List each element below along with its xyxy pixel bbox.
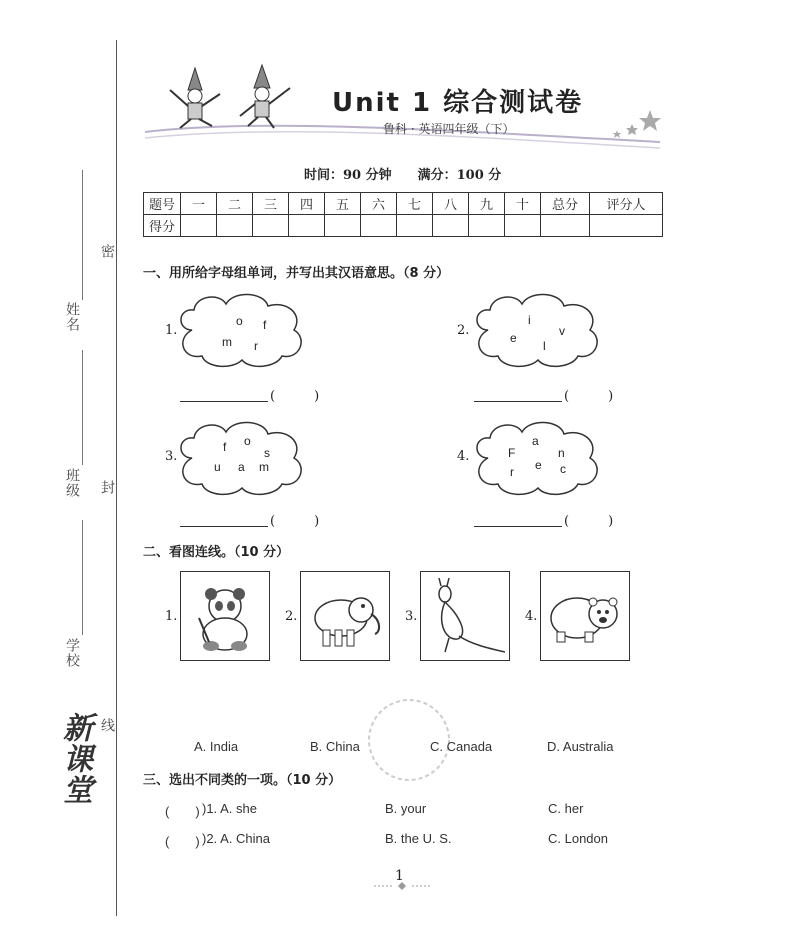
cloud-letter: m: [222, 335, 232, 349]
cloud-number: 3.: [165, 449, 178, 464]
binding-line: [116, 40, 117, 916]
score-input-cell[interactable]: [590, 215, 663, 237]
score-input-cell[interactable]: [289, 215, 325, 237]
cloud-letter: r: [254, 339, 258, 353]
score-head-cell: 二: [217, 193, 253, 215]
bear-icon: [541, 572, 629, 660]
cloud-number: 1.: [165, 323, 178, 338]
page-number: 1: [395, 868, 404, 884]
cloud-letter: a: [238, 460, 245, 474]
score-head-cell: 七: [397, 193, 433, 215]
cloud-number: 2.: [457, 323, 470, 338]
score-input-cell[interactable]: [253, 215, 289, 237]
cloud-letter: u: [214, 460, 221, 474]
section2-heading: 二、看图连线。（10 分）: [143, 545, 290, 560]
score-head-cell: 一: [181, 193, 217, 215]
question-option-a: )2. A. China: [202, 831, 270, 846]
question-paren[interactable]: ( ): [165, 804, 200, 819]
cloud-letter: f: [263, 318, 267, 332]
seal-char-feng: 封: [99, 480, 115, 495]
option-d[interactable]: D. Australia: [547, 739, 614, 754]
score-header-row: [144, 193, 663, 215]
picture-frame-2[interactable]: [300, 571, 390, 661]
question-option-b: B. your: [385, 801, 427, 816]
score-head-cell: 九: [469, 193, 505, 215]
score-input-cell[interactable]: [433, 215, 469, 237]
score-input-cell[interactable]: [361, 215, 397, 237]
page-subtitle: 鲁科 · 英语四年级（下）: [383, 122, 515, 136]
kangaroo-icon: [421, 572, 509, 660]
score-value-row: [144, 215, 663, 237]
question-option-c: C. her: [548, 801, 584, 816]
score-head-cell: 十: [505, 193, 541, 215]
score-input-cell[interactable]: [469, 215, 505, 237]
school-label: 学校: [64, 638, 80, 668]
seal-char-mi: 密: [99, 244, 115, 259]
option-b[interactable]: B. China: [310, 739, 360, 754]
name-label: 姓名: [64, 302, 80, 332]
cloud-2: [468, 290, 608, 370]
score-input-cell[interactable]: [325, 215, 361, 237]
score-input-cell[interactable]: [541, 215, 590, 237]
cloud-letter: i: [528, 313, 531, 327]
picture-frame-4[interactable]: [540, 571, 630, 661]
elephant-icon: [301, 572, 389, 660]
score-head-cell: 四: [289, 193, 325, 215]
cloud-letter: c: [560, 462, 566, 476]
cloud-letter: F: [508, 446, 516, 460]
cloud-letter: r: [510, 465, 514, 479]
cloud-letter: o: [244, 434, 251, 448]
cloud-letter: n: [558, 446, 565, 460]
option-a[interactable]: A. India: [194, 739, 239, 754]
cloud-number: 4.: [457, 449, 470, 464]
score-input-cell[interactable]: [505, 215, 541, 237]
score-row-label: 得分: [144, 215, 181, 237]
score-head-cell: 五: [325, 193, 361, 215]
picture-frame-1[interactable]: [180, 571, 270, 661]
class-write-line: [82, 350, 83, 465]
school-write-line: [82, 520, 83, 635]
answer-paren[interactable]: ( ): [270, 514, 320, 529]
cloud-letter: f: [223, 440, 227, 454]
answer-line[interactable]: [180, 526, 268, 527]
cloud-letter: o: [236, 314, 243, 328]
score-head-cell: 六: [361, 193, 397, 215]
cloud-letter: e: [510, 331, 517, 345]
score-head-cell: 总分: [541, 193, 590, 215]
page-title: Unit 1 综合测试卷: [332, 88, 584, 118]
picture-number: 2.: [285, 609, 298, 624]
score-input-cell[interactable]: [217, 215, 253, 237]
score-input-cell[interactable]: [181, 215, 217, 237]
cloud-letter: v: [559, 324, 565, 338]
option-c[interactable]: C. Canada: [430, 739, 493, 754]
answer-paren[interactable]: ( ): [564, 389, 614, 404]
cloud-letter: l: [543, 339, 546, 353]
score-head-cell: 评分人: [590, 193, 663, 215]
cloud-letter: a: [532, 434, 539, 448]
answer-line[interactable]: [474, 401, 562, 402]
answer-line[interactable]: [180, 401, 268, 402]
name-write-line: [82, 170, 83, 300]
score-head-cell: 八: [433, 193, 469, 215]
picture-frame-3[interactable]: [420, 571, 510, 661]
picture-number: 1.: [165, 609, 178, 624]
question-paren[interactable]: ( ): [165, 834, 200, 849]
score-table: [143, 192, 663, 237]
cloud-letter: e: [535, 458, 542, 472]
cloud-3: [172, 418, 312, 498]
cloud-letter: m: [259, 460, 269, 474]
answer-paren[interactable]: ( ): [270, 389, 320, 404]
class-label: 班级: [64, 468, 80, 498]
picture-number: 3.: [405, 609, 418, 624]
time-info: 时间：90 分钟 满分：100 分: [304, 168, 502, 183]
question-option-c: C. London: [548, 831, 608, 846]
answer-line[interactable]: [474, 526, 562, 527]
score-head-cell: 三: [253, 193, 289, 215]
answer-paren[interactable]: ( ): [564, 514, 614, 529]
question-option-a: )1. A. she: [202, 801, 257, 816]
picture-number: 4.: [525, 609, 538, 624]
cloud-1: [172, 290, 312, 370]
section3-heading: 三、选出不同类的一项。（10 分）: [143, 773, 342, 788]
score-head-cell: 题号: [144, 193, 181, 215]
question-option-b: B. the U. S.: [385, 831, 452, 846]
panda-icon: [181, 572, 269, 660]
brand-logo: 新课堂: [57, 712, 92, 805]
page-ornament: [372, 880, 432, 892]
section1-heading: 一、用所给字母组单词，并写出其汉语意思。（8 分）: [143, 266, 450, 281]
score-input-cell[interactable]: [397, 215, 433, 237]
seal-char-xian: 线: [99, 718, 115, 733]
cloud-letter: s: [264, 446, 270, 460]
